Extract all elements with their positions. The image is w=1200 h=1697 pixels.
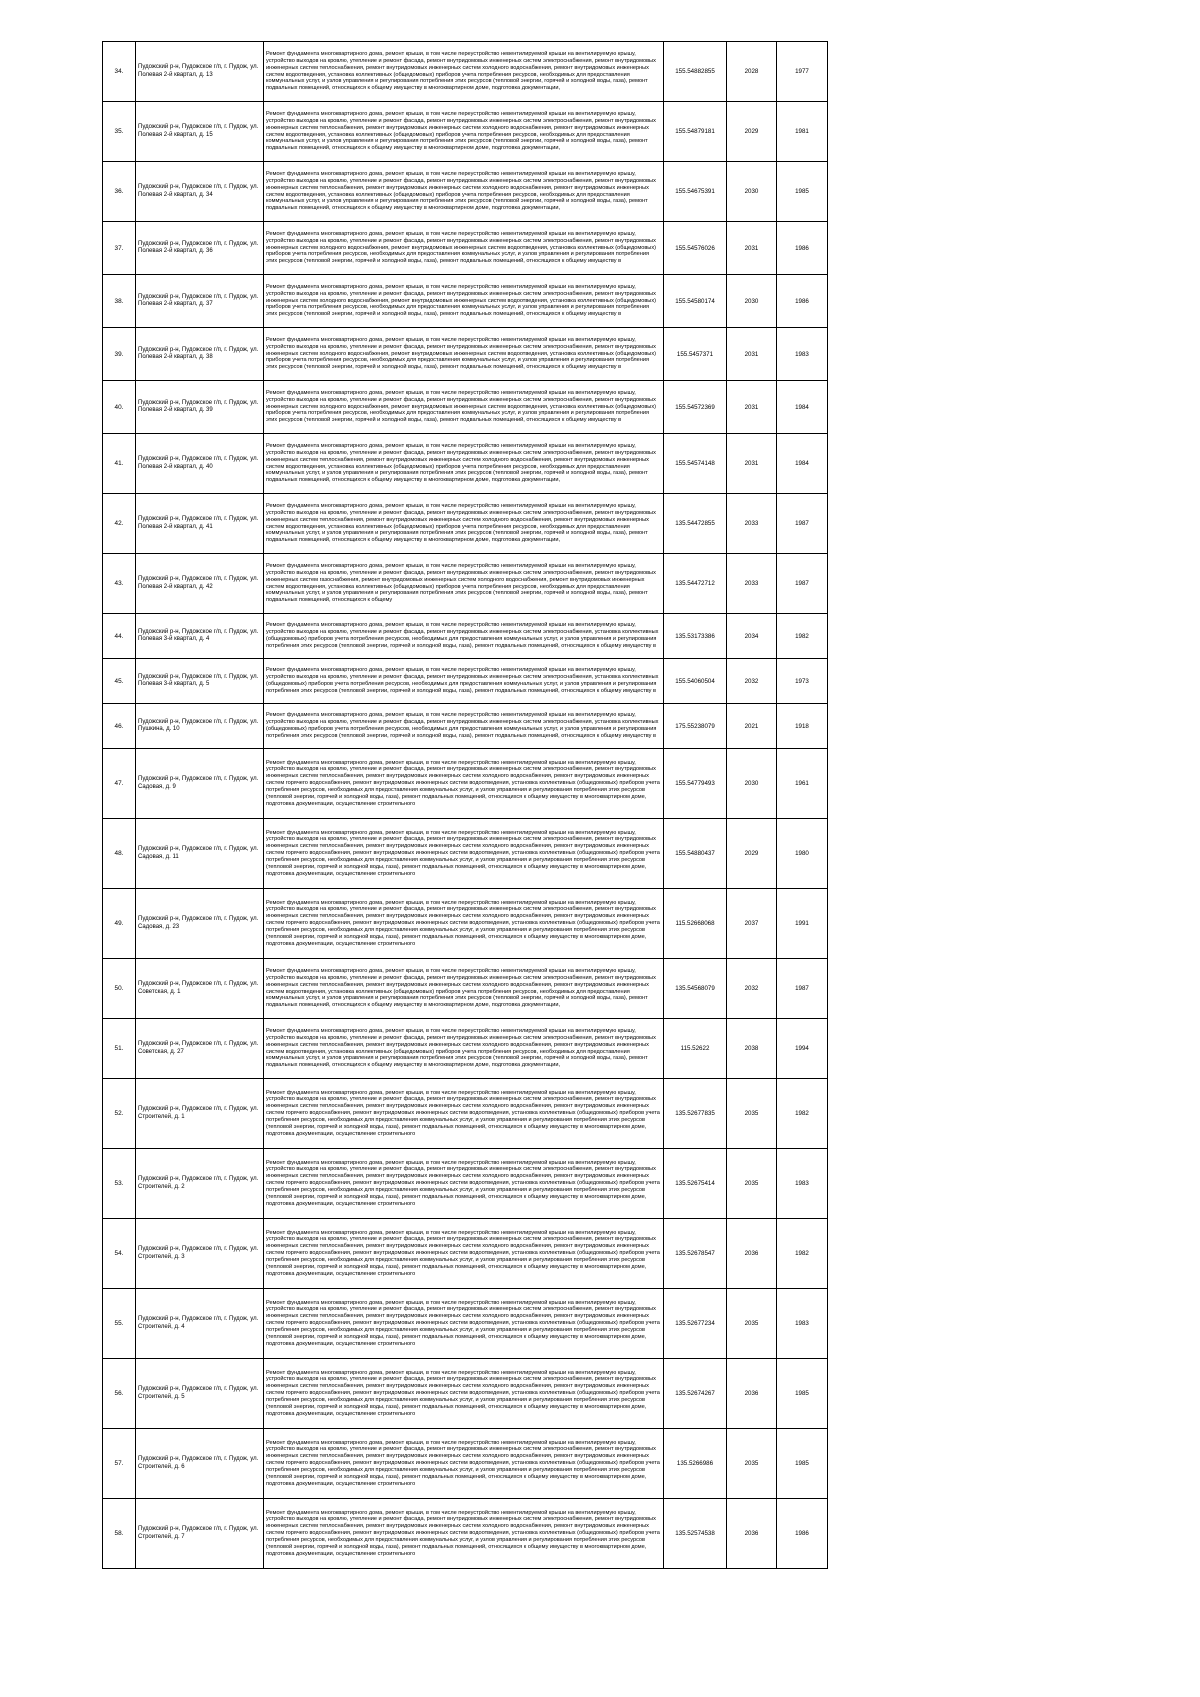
repair-works-text: Ремонт фундамента многоквартирного дома, ремонт крыши, в том числе переустройство невентилируемой крыши на вентилируемую крышу, устройство выходов на кровлю, утепление и ремонт фасада, ремонт внутридомовых инженерных систем электроснабжения, ремонт внутридомовых инженерных систем теплоснабжения, ремонт внутридомовых инженерных систем холодного водоснабжения, ремонт внутридомовых инженерных систем горячего водоснабжения, ремонт внутридомовых инженерных систем водоотведения, установка коллективных (общедомовых) приборов учета потребления ресурсов, необходимых для предоставления коммунальных услуг, и узлов управления и регулирования потребления этих ресурсов (тепловой энергии, горячей и холодной воды, газа), ремонт подвальных помещений, относящихся к общему имуществу в многоквартирном доме, подготовка документации, осуществление строительного [266, 1299, 660, 1347]
commissioning-year: 1961 [777, 749, 828, 819]
row-number: 42. [103, 494, 136, 554]
planned-year: 2036 [727, 1359, 777, 1429]
commissioning-year: 1985 [777, 162, 828, 222]
row-number: 38. [103, 275, 136, 328]
building-address: Пудожский р-н, Пудожское г/п, г. Пудож, ул. Садовая, д. 11 [136, 819, 264, 889]
repair-cost: 135.52574538 [664, 1499, 727, 1569]
table-row [103, 275, 828, 328]
planned-year: 2033 [727, 494, 777, 554]
row-number: 57. [103, 1429, 136, 1499]
repair-works-text: Ремонт фундамента многоквартирного дома, ремонт крыши, в том числе переустройство невентилируемой крыши на вентилируемую крышу, устройство выходов на кровлю, утепление и ремонт фасада, ремонт внутридомовых инженерных систем электроснабжения, ремонт внутридомовых инженерных систем теплоснабжения, ремонт внутридомовых инженерных систем холодного водоснабжения, ремонт внутридомовых инженерных систем водоотведения, установка коллективных (общедомовых) приборов учета потребления ресурсов, необходимых для предоставления коммунальных услуг, и узлов управления и регулирования потребления этих ресурсов (тепловой энергии, горячей и холодной воды, газа), ремонт подвальных помещений, относящихся к общему имуществу в многоквартирном доме, подготовка документации, [266, 502, 656, 544]
repair-works-cell [264, 659, 664, 704]
commissioning-year: 1983 [777, 1149, 828, 1219]
building-address: Пудожский р-н, Пудожское г/п, г. Пудож, ул. Строителей, д. 2 [136, 1149, 264, 1219]
repair-cost: 135.52677234 [664, 1289, 727, 1359]
commissioning-year: 1987 [777, 494, 828, 554]
repair-works-text: Ремонт фундамента многоквартирного дома, ремонт крыши, в том числе переустройство невентилируемой крыши на вентилируемую крышу, устройство выходов на кровлю, утепление и ремонт фасада, ремонт внутридомовых инженерных систем электроснабжения, ремонт внутридомовых инженерных систем газоснабжения, ремонт внутридомовых инженерных систем холодного водоснабжения, ремонт внутридомовых инженерных систем водоотведения, установка коллективных (общедомовых) приборов учета потребления ресурсов, необходимых для предоставления коммунальных услуг, и узлов управления и регулирования потребления этих ресурсов (тепловой энергии, горячей и холодной воды, газа), ремонт подвальных помещений, относящихся к общему [266, 562, 656, 604]
repair-works-text: Ремонт фундамента многоквартирного дома, ремонт крыши, в том числе переустройство невентилируемой крыши на вентилируемую крышу, устройство выходов на кровлю, утепление и ремонт фасада, ремонт внутридомовых инженерных систем электроснабжения, ремонт внутридомовых инженерных систем теплоснабжения, ремонт внутридомовых инженерных систем холодного водоснабжения, ремонт внутридомовых инженерных систем водоотведения, установка коллективных (общедомовых) приборов учета потребления ресурсов, необходимых для предоставления коммунальных услуг, и узлов управления и регулирования потребления этих ресурсов (тепловой энергии, горячей и холодной воды, газа), ремонт подвальных помещений, относящихся к общему имуществу в многоквартирном доме, подготовка документации, [266, 442, 656, 484]
repair-cost: 155.5457371 [664, 328, 727, 381]
commissioning-year: 1983 [777, 1289, 828, 1359]
repair-works-text: Ремонт фундамента многоквартирного дома, ремонт крыши, в том числе переустройство невентилируемой крыши на вентилируемую крышу, устройство выходов на кровлю, утепление и ремонт фасада, ремонт внутридомовых инженерных систем электроснабжения, ремонт внутридомовых инженерных систем теплоснабжения, ремонт внутридомовых инженерных систем холодного водоснабжения, ремонт внутридомовых инженерных систем водоотведения, установка коллективных (общедомовых) приборов учета потребления ресурсов, необходимых для предоставления коммунальных услуг, и узлов управления и регулирования потребления этих ресурсов (тепловой энергии, горячей и холодной воды, газа), ремонт подвальных помещений, относящихся к общему имуществу в многоквартирном доме, подготовка документации, [266, 170, 656, 212]
commissioning-year: 1973 [777, 659, 828, 704]
repair-cost: 135.54472712 [664, 554, 727, 614]
building-address: Пудожский р-н, Пудожское г/п, г. Пудож, ул. Полевая 2-й квартал, д. 15 [136, 102, 264, 162]
commissioning-year: 1986 [777, 1499, 828, 1569]
planned-year: 2031 [727, 328, 777, 381]
table-row [103, 659, 828, 704]
row-number: 40. [103, 381, 136, 434]
row-number: 55. [103, 1289, 136, 1359]
building-address: Пудожский р-н, Пудожское г/п, г. Пудож, ул. Полевая 3-й квартал, д. 4 [136, 614, 264, 659]
table-row [103, 162, 828, 222]
planned-year: 2033 [727, 554, 777, 614]
table-row [103, 434, 828, 494]
planned-year: 2031 [727, 434, 777, 494]
row-number: 51. [103, 1019, 136, 1079]
planned-year: 2030 [727, 162, 777, 222]
building-address: Пудожский р-н, Пудожское г/п, г. Пудож, ул. Полевая 2-й квартал, д. 38 [136, 328, 264, 381]
building-address: Пудожский р-н, Пудожское г/п, г. Пудож, ул. Полевая 2-й квартал, д. 40 [136, 434, 264, 494]
commissioning-year: 1918 [777, 704, 828, 749]
building-address: Пудожский р-н, Пудожское г/п, г. Пудож, ул. Полевая 2-й квартал, д. 36 [136, 222, 264, 275]
row-number: 43. [103, 554, 136, 614]
row-number: 34. [103, 42, 136, 102]
repair-works-text: Ремонт фундамента многоквартирного дома, ремонт крыши, в том числе переустройство невентилируемой крыши на вентилируемую крышу, устройство выходов на кровлю, утепление и ремонт фасада, ремонт внутридомовых инженерных систем электроснабжения, ремонт внутридомовых инженерных систем теплоснабжения, ремонт внутридомовых инженерных систем холодного водоснабжения, ремонт внутридомовых инженерных систем горячего водоснабжения, ремонт внутридомовых инженерных систем водоотведения, установка коллективных (общедомовых) приборов учета потребления ресурсов, необходимых для предоставления коммунальных услуг, и узлов управления и регулирования потребления этих ресурсов (тепловой энергии, горячей и холодной воды, газа), ремонт подвальных помещений, относящихся к общему имуществу в многоквартирном доме, подготовка документации, осуществление строительного [266, 829, 660, 877]
table-row [103, 1079, 828, 1149]
repair-cost: 155.54576026 [664, 222, 727, 275]
row-number: 53. [103, 1149, 136, 1219]
repair-cost: 135.52674267 [664, 1359, 727, 1429]
building-address: Пудожский р-н, Пудожское г/п, г. Пудож, ул. Строителей, д. 3 [136, 1219, 264, 1289]
repair-works-text: Ремонт фундамента многоквартирного дома, ремонт крыши, в том числе переустройство невентилируемой крыши на вентилируемую крышу, устройство выходов на кровлю, утепление и ремонт фасада, ремонт внутридомовых инженерных систем электроснабжения, ремонт внутридомовых инженерных систем теплоснабжения, ремонт внутридомовых инженерных систем холодного водоснабжения, ремонт внутридомовых инженерных систем горячего водоснабжения, ремонт внутридомовых инженерных систем водоотведения, установка коллективных (общедомовых) приборов учета потребления ресурсов, необходимых для предоставления коммунальных услуг, и узлов управления и регулирования потребления этих ресурсов (тепловой энергии, горячей и холодной воды, газа), ремонт подвальных помещений, относящихся к общему имуществу в многоквартирном доме, подготовка документации, осуществление строительного [266, 1159, 660, 1207]
row-number: 37. [103, 222, 136, 275]
planned-year: 2032 [727, 959, 777, 1019]
repair-works-cell [264, 1219, 664, 1289]
repair-works-text: Ремонт фундамента многоквартирного дома, ремонт крыши, в том числе переустройство невентилируемой крыши на вентилируемую крышу, устройство выходов на кровлю, утепление и ремонт фасада, ремонт внутридомовых инженерных систем электроснабжения, ремонт внутридомовых инженерных систем теплоснабжения, ремонт внутридомовых инженерных систем холодного водоснабжения, ремонт внутридомовых инженерных систем горячего водоснабжения, ремонт внутридомовых инженерных систем водоотведения, установка коллективных (общедомовых) приборов учета потребления ресурсов, необходимых для предоставления коммунальных услуг, и узлов управления и регулирования потребления этих ресурсов (тепловой энергии, горячей и холодной воды, газа), ремонт подвальных помещений, относящихся к общему имуществу в многоквартирном доме, подготовка документации, осуществление строительного [266, 759, 660, 807]
commissioning-year: 1977 [777, 42, 828, 102]
planned-year: 2035 [727, 1289, 777, 1359]
building-address: Пудожский р-н, Пудожское г/п, г. Пудож, ул. Полевая 2-й квартал, д. 39 [136, 381, 264, 434]
repair-cost: 155.54060504 [664, 659, 727, 704]
planned-year: 2021 [727, 704, 777, 749]
row-number: 48. [103, 819, 136, 889]
building-address: Пудожский р-н, Пудожское г/п, г. Пудож, ул. Полевая 2-й квартал, д. 42 [136, 554, 264, 614]
commissioning-year: 1982 [777, 614, 828, 659]
repair-cost: 135.53173386 [664, 614, 727, 659]
commissioning-year: 1991 [777, 889, 828, 959]
table-row [103, 749, 828, 819]
commissioning-year: 1982 [777, 1219, 828, 1289]
repair-cost: 115.52668068 [664, 889, 727, 959]
repair-works-cell [264, 889, 664, 959]
repair-works-text: Ремонт фундамента многоквартирного дома, ремонт крыши, в том числе переустройство невентилируемой крыши на вентилируемую крышу, устройство выходов на кровлю, утепление и ремонт фасада, ремонт внутридомовых инженерных систем электроснабжения, ремонт внутридомовых инженерных систем теплоснабжения, ремонт внутридомовых инженерных систем холодного водоснабжения, ремонт внутридомовых инженерных систем водоотведения, установка коллективных (общедомовых) приборов учета потребления ресурсов, необходимых для предоставления коммунальных услуг, и узлов управления и регулирования потребления этих ресурсов (тепловой энергии, горячей и холодной воды, газа), ремонт подвальных помещений, относящихся к общему имуществу в многоквартирном доме, подготовка документации, [266, 50, 656, 92]
table-row [103, 42, 828, 102]
repair-cost: 135.5266986 [664, 1429, 727, 1499]
repair-works-cell [264, 749, 664, 819]
planned-year: 2032 [727, 659, 777, 704]
commissioning-year: 1994 [777, 1019, 828, 1079]
repair-works-cell [264, 1019, 664, 1079]
planned-year: 2029 [727, 819, 777, 889]
building-address: Пудожский р-н, Пудожское г/п, г. Пудож, ул. Советская, д. 27 [136, 1019, 264, 1079]
repair-cost: 175.55238079 [664, 704, 727, 749]
planned-year: 2030 [727, 749, 777, 819]
row-number: 47. [103, 749, 136, 819]
repair-works-text: Ремонт фундамента многоквартирного дома, ремонт крыши, в том числе переустройство невентилируемой крыши на вентилируемую крышу, устройство выходов на кровлю, утепление и ремонт фасада, ремонт внутридомовых инженерных систем электроснабжения, ремонт внутридомовых инженерных систем теплоснабжения, ремонт внутридомовых инженерных систем холодного водоснабжения, ремонт внутридомовых инженерных систем водоотведения, установка коллективных (общедомовых) приборов учета потребления ресурсов, необходимых для предоставления коммунальных услуг, и узлов управления и регулирования потребления этих ресурсов (тепловой энергии, горячей и холодной воды, газа), ремонт подвальных помещений, относящихся к общему имуществу в многоквартирном доме, подготовка документации, [266, 110, 656, 152]
building-address: Пудожский р-н, Пудожское г/п, г. Пудож, ул. Полевая 2-й квартал, д. 34 [136, 162, 264, 222]
repair-cost: 155.54879181 [664, 102, 727, 162]
repair-cost: 155.54574148 [664, 434, 727, 494]
row-number: 41. [103, 434, 136, 494]
building-address: Пудожский р-н, Пудожское г/п, г. Пудож, ул. Садовая, д. 23 [136, 889, 264, 959]
commissioning-year: 1985 [777, 1429, 828, 1499]
repair-works-text: Ремонт фундамента многоквартирного дома, ремонт крыши, в том числе переустройство невентилируемой крыши на вентилируемую крышу, устройство выходов на кровлю, утепление и ремонт фасада, ремонт внутридомовых инженерных систем электроснабжения, ремонт внутридомовых инженерных систем теплоснабжения, ремонт внутридомовых инженерных систем холодного водоснабжения, ремонт внутридомовых инженерных систем горячего водоснабжения, ремонт внутридомовых инженерных систем водоотведения, установка коллективных (общедомовых) приборов учета потребления ресурсов, необходимых для предоставления коммунальных услуг, и узлов управления и регулирования потребления этих ресурсов (тепловой энергии, горячей и холодной воды, газа), ремонт подвальных помещений, относящихся к общему имуществу в многоквартирном доме, подготовка документации, осуществление строительного [266, 1369, 660, 1417]
repair-cost: 135.54568079 [664, 959, 727, 1019]
commissioning-year: 1983 [777, 328, 828, 381]
repair-cost: 155.54675391 [664, 162, 727, 222]
repair-works-cell [264, 704, 664, 749]
repair-works-cell [264, 102, 664, 162]
housing-repair-table [102, 41, 828, 1569]
table-row [103, 1289, 828, 1359]
repair-cost: 155.54580174 [664, 275, 727, 328]
repair-works-cell [264, 959, 664, 1019]
repair-works-cell [264, 275, 664, 328]
repair-works-cell [264, 614, 664, 659]
repair-works-cell [264, 222, 664, 275]
repair-cost: 135.54472855 [664, 494, 727, 554]
planned-year: 2030 [727, 275, 777, 328]
table-row [103, 1149, 828, 1219]
repair-works-text: Ремонт фундамента многоквартирного дома, ремонт крыши, в том числе переустройство невентилируемой крыши на вентилируемую крышу, устройство выходов на кровлю, утепление и ремонт фасада, ремонт внутридомовых инженерных систем электроснабжения, ремонт внутридомовых инженерных систем теплоснабжения, ремонт внутридомовых инженерных систем холодного водоснабжения, ремонт внутридомовых инженерных систем горячего водоснабжения, ремонт внутридомовых инженерных систем водоотведения, установка коллективных (общедомовых) приборов учета потребления ресурсов, необходимых для предоставления коммунальных услуг, и узлов управления и регулирования потребления этих ресурсов (тепловой энергии, горячей и холодной воды, газа), ремонт подвальных помещений, относящихся к общему имуществу в многоквартирном доме, подготовка документации, осуществление строительного [266, 1229, 660, 1277]
table-row [103, 704, 828, 749]
building-address: Пудожский р-н, Пудожское г/п, г. Пудож, ул. Полевая 2-й квартал, д. 13 [136, 42, 264, 102]
commissioning-year: 1981 [777, 102, 828, 162]
repair-cost: 155.54779493 [664, 749, 727, 819]
planned-year: 2036 [727, 1499, 777, 1569]
planned-year: 2036 [727, 1219, 777, 1289]
planned-year: 2035 [727, 1429, 777, 1499]
building-address: Пудожский р-н, Пудожское г/п, г. Пудож, ул. Строителей, д. 7 [136, 1499, 264, 1569]
table-row [103, 614, 828, 659]
row-number: 46. [103, 704, 136, 749]
building-address: Пудожский р-н, Пудожское г/п, г. Пудож, ул. Полевая 2-й квартал, д. 37 [136, 275, 264, 328]
row-number: 44. [103, 614, 136, 659]
building-address: Пудожский р-н, Пудожское г/п, г. Пудож, ул. Советская, д. 1 [136, 959, 264, 1019]
row-number: 39. [103, 328, 136, 381]
planned-year: 2035 [727, 1149, 777, 1219]
building-address: Пудожский р-н, Пудожское г/п, г. Пудож, ул. Садовая, д. 9 [136, 749, 264, 819]
repair-cost: 155.54572369 [664, 381, 727, 434]
building-address: Пудожский р-н, Пудожское г/п, г. Пудож, ул. Пушкина, д. 10 [136, 704, 264, 749]
table-row [103, 1429, 828, 1499]
table-row [103, 554, 828, 614]
table-row [103, 494, 828, 554]
building-address: Пудожский р-н, Пудожское г/п, г. Пудож, ул. Полевая 3-й квартал, д. 5 [136, 659, 264, 704]
planned-year: 2031 [727, 381, 777, 434]
repair-cost: 115.52622 [664, 1019, 727, 1079]
planned-year: 2034 [727, 614, 777, 659]
building-address: Пудожский р-н, Пудожское г/п, г. Пудож, ул. Полевая 2-й квартал, д. 41 [136, 494, 264, 554]
table-row [103, 381, 828, 434]
repair-cost: 135.52677835 [664, 1079, 727, 1149]
building-address: Пудожский р-н, Пудожское г/п, г. Пудож, ул. Строителей, д. 4 [136, 1289, 264, 1359]
repair-cost: 135.52678547 [664, 1219, 727, 1289]
repair-works-cell [264, 494, 664, 554]
commissioning-year: 1980 [777, 819, 828, 889]
commissioning-year: 1984 [777, 434, 828, 494]
table-row [103, 1219, 828, 1289]
table-row [103, 102, 828, 162]
building-address: Пудожский р-н, Пудожское г/п, г. Пудож, ул. Строителей, д. 5 [136, 1359, 264, 1429]
table-row [103, 889, 828, 959]
commissioning-year: 1986 [777, 275, 828, 328]
repair-works-text: Ремонт фундамента многоквартирного дома, ремонт крыши, в том числе переустройство невентилируемой крыши на вентилируемую крышу, устройство выходов на кровлю, утепление и ремонт фасада, ремонт внутридомовых инженерных систем электроснабжения, установка коллективных (общедомовых) приборов учета потребления ресурсов, необходимых для предоставления коммунальных услуг, и узлов управления и регулирования потребления этих ресурсов (тепловой энергии, горячей и холодной воды, газа), ремонт подвальных помещений, относящихся к общему имуществу в [266, 712, 659, 739]
commissioning-year: 1987 [777, 959, 828, 1019]
repair-works-cell [264, 162, 664, 222]
row-number: 58. [103, 1499, 136, 1569]
planned-year: 2031 [727, 222, 777, 275]
commissioning-year: 1982 [777, 1079, 828, 1149]
row-number: 52. [103, 1079, 136, 1149]
repair-works-text: Ремонт фундамента многоквартирного дома, ремонт крыши, в том числе переустройство невентилируемой крыши на вентилируемую крышу, устройство выходов на кровлю, утепление и ремонт фасада, ремонт внутридомовых инженерных систем электроснабжения, ремонт внутридомовых инженерных систем холодного водоснабжения, ремонт внутридомовых инженерных систем водоотведения, установка коллективных (общедомовых) приборов учета потребления ресурсов, необходимых для предоставления коммунальных услуг, и узлов управления и регулирования потребления этих ресурсов (тепловой энергии, горячей и холодной воды, газа), ремонт подвальных помещений, относящихся к общему имуществу в [266, 230, 656, 265]
table-row [103, 819, 828, 889]
repair-works-cell [264, 819, 664, 889]
repair-works-cell [264, 42, 664, 102]
row-number: 50. [103, 959, 136, 1019]
row-number: 54. [103, 1219, 136, 1289]
repair-works-text: Ремонт фундамента многоквартирного дома, ремонт крыши, в том числе переустройство невентилируемой крыши на вентилируемую крышу, устройство выходов на кровлю, утепление и ремонт фасада, ремонт внутридомовых инженерных систем электроснабжения, ремонт внутридомовых инженерных систем теплоснабжения, ремонт внутридомовых инженерных систем холодного водоснабжения, ремонт внутридомовых инженерных систем горячего водоснабжения, ремонт внутридомовых инженерных систем водоотведения, установка коллективных (общедомовых) приборов учета потребления ресурсов, необходимых для предоставления коммунальных услуг, и узлов управления и регулирования потребления этих ресурсов (тепловой энергии, горячей и холодной воды, газа), ремонт подвальных помещений, относящихся к общему имуществу в многоквартирном доме, подготовка документации, осуществление строительного [266, 1439, 660, 1487]
planned-year: 2037 [727, 889, 777, 959]
repair-works-cell [264, 1359, 664, 1429]
repair-works-text: Ремонт фундамента многоквартирного дома, ремонт крыши, в том числе переустройство невентилируемой крыши на вентилируемую крышу, устройство выходов на кровлю, утепление и ремонт фасада, ремонт внутридомовых инженерных систем электроснабжения, ремонт внутридомовых инженерных систем теплоснабжения, ремонт внутридомовых инженерных систем холодного водоснабжения, ремонт внутридомовых инженерных систем горячего водоснабжения, ремонт внутридомовых инженерных систем водоотведения, установка коллективных (общедомовых) приборов учета потребления ресурсов, необходимых для предоставления коммунальных услуг, и узлов управления и регулирования потребления этих ресурсов (тепловой энергии, горячей и холодной воды, газа), ремонт подвальных помещений, относящихся к общему имуществу в многоквартирном доме, подготовка документации, осуществление строительного [266, 899, 660, 947]
repair-works-text: Ремонт фундамента многоквартирного дома, ремонт крыши, в том числе переустройство невентилируемой крыши на вентилируемую крышу, устройство выходов на кровлю, утепление и ремонт фасада, ремонт внутридомовых инженерных систем электроснабжения, ремонт внутридомовых инженерных систем холодного водоснабжения, ремонт внутридомовых инженерных систем водоотведения, установка коллективных (общедомовых) приборов учета потребления ресурсов, необходимых для предоставления коммунальных услуг, и узлов управления и регулирования потребления этих ресурсов (тепловой энергии, горячей и холодной воды, газа), ремонт подвальных помещений, относящихся к общему имуществу в [266, 389, 656, 424]
row-number: 36. [103, 162, 136, 222]
table-body [103, 42, 828, 1569]
repair-works-text: Ремонт фундамента многоквартирного дома, ремонт крыши, в том числе переустройство невентилируемой крыши на вентилируемую крышу, устройство выходов на кровлю, утепление и ремонт фасада, ремонт внутридомовых инженерных систем электроснабжения, ремонт внутридомовых инженерных систем теплоснабжения, ремонт внутридомовых инженерных систем холодного водоснабжения, ремонт внутридомовых инженерных систем водоотведения, установка коллективных (общедомовых) приборов учета потребления ресурсов, необходимых для предоставления коммунальных услуг, и узлов управления и регулирования потребления этих ресурсов (тепловой энергии, горячей и холодной воды, газа), ремонт подвальных помещений, относящихся к общему имуществу в многоквартирном доме, подготовка документации, [266, 967, 656, 1009]
planned-year: 2029 [727, 102, 777, 162]
building-address: Пудожский р-н, Пудожское г/п, г. Пудож, ул. Строителей, д. 6 [136, 1429, 264, 1499]
row-number: 45. [103, 659, 136, 704]
planned-year: 2035 [727, 1079, 777, 1149]
table-row [103, 1359, 828, 1429]
repair-works-cell [264, 1429, 664, 1499]
table-row [103, 328, 828, 381]
commissioning-year: 1987 [777, 554, 828, 614]
commissioning-year: 1985 [777, 1359, 828, 1429]
repair-works-text: Ремонт фундамента многоквартирного дома, ремонт крыши, в том числе переустройство невентилируемой крыши на вентилируемую крышу, устройство выходов на кровлю, утепление и ремонт фасада, ремонт внутридомовых инженерных систем электроснабжения, ремонт внутридомовых инженерных систем теплоснабжения, ремонт внутридомовых инженерных систем холодного водоснабжения, ремонт внутридомовых инженерных систем горячего водоснабжения, ремонт внутридомовых инженерных систем водоотведения, установка коллективных (общедомовых) приборов учета потребления ресурсов, необходимых для предоставления коммунальных услуг, и узлов управления и регулирования потребления этих ресурсов (тепловой энергии, горячей и холодной воды, газа), ремонт подвальных помещений, относящихся к общему имуществу в многоквартирном доме, подготовка документации, осуществление строительного [266, 1089, 660, 1137]
row-number: 35. [103, 102, 136, 162]
repair-works-cell [264, 1079, 664, 1149]
repair-works-text: Ремонт фундамента многоквартирного дома, ремонт крыши, в том числе переустройство невентилируемой крыши на вентилируемую крышу, устройство выходов на кровлю, утепление и ремонт фасада, ремонт внутридомовых инженерных систем электроснабжения, установка коллективных (общедомовых) приборов учета потребления ресурсов, необходимых для предоставления коммунальных услуг, и узлов управления и регулирования потребления этих ресурсов (тепловой энергии, горячей и холодной воды, газа), ремонт подвальных помещений, относящихся к общему имуществу в [266, 667, 659, 694]
repair-works-text: Ремонт фундамента многоквартирного дома, ремонт крыши, в том числе переустройство невентилируемой крыши на вентилируемую крышу, устройство выходов на кровлю, утепление и ремонт фасада, ремонт внутридомовых инженерных систем электроснабжения, установка коллективных (общедомовых) приборов учета потребления ресурсов, необходимых для предоставления коммунальных услуг, и узлов управления и регулирования потребления этих ресурсов (тепловой энергии, горячей и холодной воды, газа), ремонт подвальных помещений, относящихся к общему имуществу в [266, 622, 659, 649]
repair-works-cell [264, 1149, 664, 1219]
repair-works-text: Ремонт фундамента многоквартирного дома, ремонт крыши, в том числе переустройство невентилируемой крыши на вентилируемую крышу, устройство выходов на кровлю, утепление и ремонт фасада, ремонт внутридомовых инженерных систем электроснабжения, ремонт внутридомовых инженерных систем теплоснабжения, ремонт внутридомовых инженерных систем холодного водоснабжения, ремонт внутридомовых инженерных систем водоотведения, установка коллективных (общедомовых) приборов учета потребления ресурсов, необходимых для предоставления коммунальных услуг, и узлов управления и регулирования потребления этих ресурсов (тепловой энергии, горячей и холодной воды, газа), ремонт подвальных помещений, относящихся к общему имуществу в многоквартирном доме, подготовка документации, [266, 1027, 656, 1069]
repair-cost: 155.54880437 [664, 819, 727, 889]
commissioning-year: 1986 [777, 222, 828, 275]
table-row [103, 959, 828, 1019]
repair-works-cell [264, 328, 664, 381]
repair-cost: 135.52675414 [664, 1149, 727, 1219]
table-row [103, 222, 828, 275]
planned-year: 2038 [727, 1019, 777, 1079]
repair-works-cell [264, 434, 664, 494]
repair-works-cell [264, 1289, 664, 1359]
repair-works-text: Ремонт фундамента многоквартирного дома, ремонт крыши, в том числе переустройство невентилируемой крыши на вентилируемую крышу, устройство выходов на кровлю, утепление и ремонт фасада, ремонт внутридомовых инженерных систем электроснабжения, ремонт внутридомовых инженерных систем теплоснабжения, ремонт внутридомовых инженерных систем холодного водоснабжения, ремонт внутридомовых инженерных систем горячего водоснабжения, ремонт внутридомовых инженерных систем водоотведения, установка коллективных (общедомовых) приборов учета потребления ресурсов, необходимых для предоставления коммунальных услуг, и узлов управления и регулирования потребления этих ресурсов (тепловой энергии, горячей и холодной воды, газа), ремонт подвальных помещений, относящихся к общему имуществу в многоквартирном доме, подготовка документации, осуществление строительного [266, 1509, 660, 1557]
repair-works-text: Ремонт фундамента многоквартирного дома, ремонт крыши, в том числе переустройство невентилируемой крыши на вентилируемую крышу, устройство выходов на кровлю, утепление и ремонт фасада, ремонт внутридомовых инженерных систем электроснабжения, ремонт внутридомовых инженерных систем холодного водоснабжения, ремонт внутридомовых инженерных систем водоотведения, установка коллективных (общедомовых) приборов учета потребления ресурсов, необходимых для предоставления коммунальных услуг, и узлов управления и регулирования потребления этих ресурсов (тепловой энергии, горячей и холодной воды, газа), ремонт подвальных помещений, относящихся к общему имуществу в [266, 336, 656, 371]
repair-cost: 155.54882855 [664, 42, 727, 102]
repair-works-cell [264, 554, 664, 614]
commissioning-year: 1984 [777, 381, 828, 434]
repair-works-cell [264, 381, 664, 434]
planned-year: 2028 [727, 42, 777, 102]
repair-works-text: Ремонт фундамента многоквартирного дома, ремонт крыши, в том числе переустройство невентилируемой крыши на вентилируемую крышу, устройство выходов на кровлю, утепление и ремонт фасада, ремонт внутридомовых инженерных систем электроснабжения, ремонт внутридомовых инженерных систем холодного водоснабжения, ремонт внутридомовых инженерных систем водоотведения, установка коллективных (общедомовых) приборов учета потребления ресурсов, необходимых для предоставления коммунальных услуг, и узлов управления и регулирования потребления этих ресурсов (тепловой энергии, горячей и холодной воды, газа), ремонт подвальных помещений, относящихся к общему имуществу в [266, 283, 656, 318]
table-row [103, 1499, 828, 1569]
table-row [103, 1019, 828, 1079]
repair-works-cell [264, 1499, 664, 1569]
row-number: 56. [103, 1359, 136, 1429]
building-address: Пудожский р-н, Пудожское г/п, г. Пудож, ул. Строителей, д. 1 [136, 1079, 264, 1149]
row-number: 49. [103, 889, 136, 959]
